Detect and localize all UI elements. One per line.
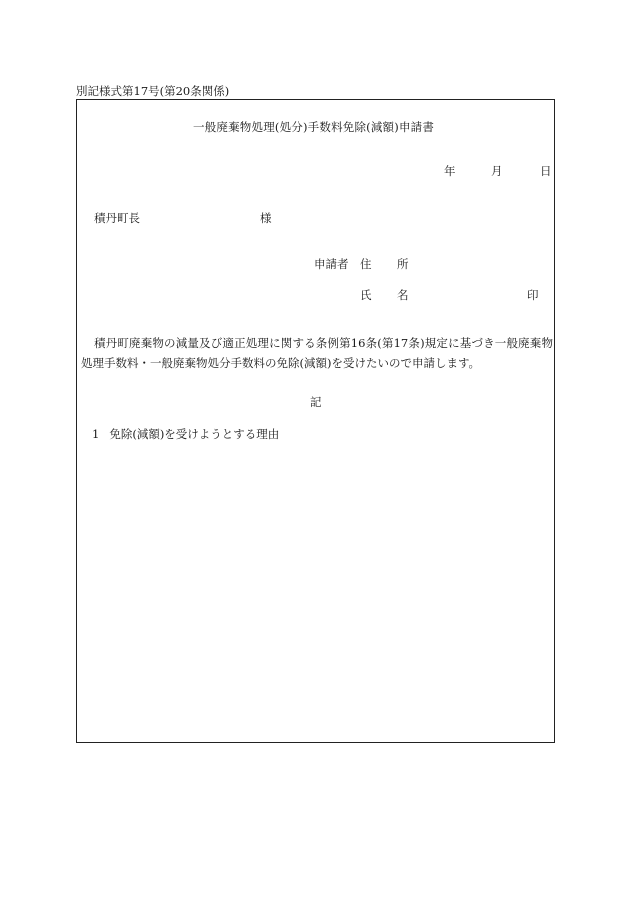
seal-label: 印 (527, 288, 539, 302)
item-1 (92, 429, 279, 441)
address-label-char-2: 所 (397, 257, 409, 271)
ki-heading: 記 (310, 395, 322, 409)
application-statement: 積丹町廃棄物の減量及び適正処理に関する条例第16条(第17条)規定に基づき一般廃棄物処理手数料・一般廃棄物処分手数料の免除(減額)を受けたいので申請します。 (81, 336, 553, 370)
date-month-label: 月 (491, 164, 503, 178)
name-label-char-2: 名 (397, 288, 409, 302)
item-1-text: 免除(減額)を受けようとする理由 (109, 427, 280, 441)
addressee-honorific: 様 (260, 211, 272, 225)
item-1-number: 1 (92, 427, 100, 441)
applicant-label: 申請者 (314, 257, 349, 271)
document-title: 一般廃棄物処理(処分)手数料免除(減額)申請書 (193, 120, 435, 134)
date-year-label: 年 (444, 164, 456, 178)
addressee-name: 積丹町長 (94, 211, 140, 225)
address-label-char-1: 住 (360, 257, 372, 271)
form-number-label: 別記様式第17号(第20条関係) (76, 84, 230, 98)
form-frame (76, 99, 555, 743)
date-day-label: 日 (540, 164, 552, 178)
name-label-char-1: 氏 (360, 288, 372, 302)
